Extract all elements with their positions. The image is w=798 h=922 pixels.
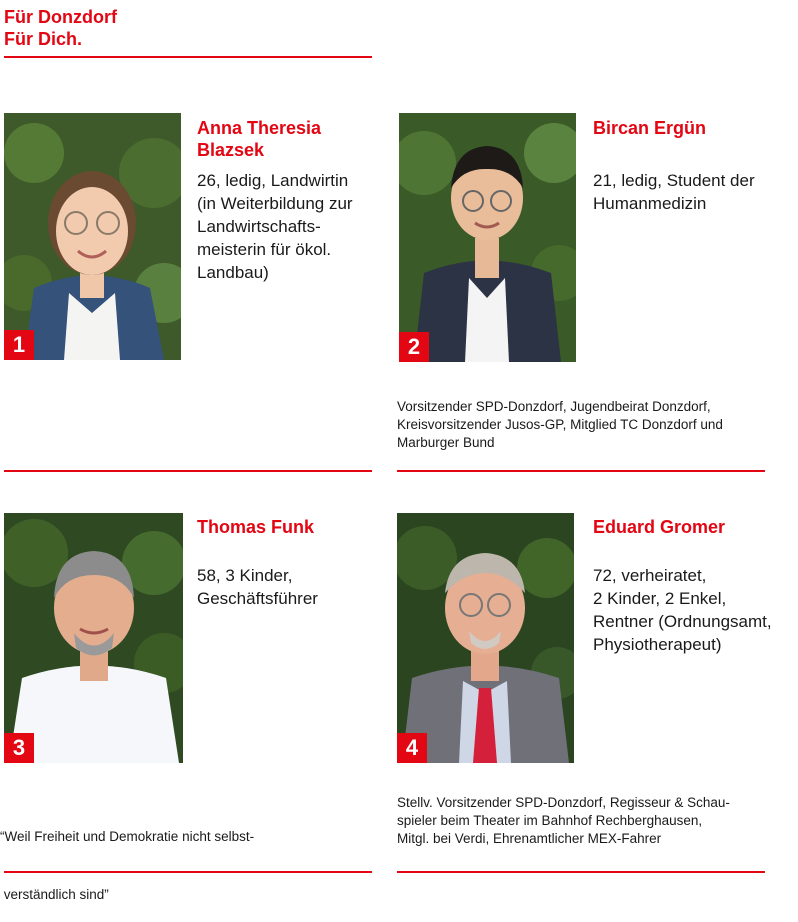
candidate-1-desc-line: Landwirtschafts- [197, 217, 321, 236]
candidate-3-quote-line: “Weil Freiheit und Demokratie nicht selbst- [0, 829, 255, 844]
candidate-2-note-line: Kreisvorsitzender Jusos-GP, Mitglied TC Donzdorf und [397, 417, 723, 432]
candidate-3-name: Thomas Funk [197, 517, 315, 537]
candidate-4-divider [397, 871, 765, 873]
candidate-1-number-badge: 1 [4, 330, 34, 360]
candidate-2-desc-line: Humanmedizin [593, 194, 707, 213]
candidate-4-note-line: spieler beim Theater im Bahnhof Rechberghausen, [397, 813, 703, 828]
candidate-1-photo [4, 113, 181, 360]
candidate-1-divider [4, 470, 372, 472]
candidate-4-number-badge: 4 [397, 733, 427, 763]
header [4, 6, 117, 50]
candidate-4-photo [397, 513, 574, 763]
candidate-4-note-line: Mitgl. bei Verdi, Ehrenamtlicher MEX-Fahrer [397, 831, 662, 846]
candidate-2-divider [397, 470, 765, 472]
candidate-3-desc-line: Geschäftsführer [197, 589, 318, 608]
candidate-2-note-line: Vorsitzender SPD-Donzdorf, Jugendbeirat Donzdorf, [397, 399, 711, 414]
candidate-3-number-badge: 3 [4, 733, 34, 763]
candidate-2-note-line: Marburger Bund [397, 435, 495, 450]
candidate-3-quote-line: verständlich sind” [0, 887, 109, 902]
candidate-1-desc-line: meisterin für ökol. [197, 240, 332, 259]
candidate-1-name-line-2: Blazsek [197, 140, 265, 160]
candidate-2-photo [399, 113, 576, 362]
candidate-4-desc-line: 72, verheiratet, [593, 566, 707, 585]
candidate-3-desc-line: 58, 3 Kinder, [197, 566, 293, 585]
candidate-3-photo [4, 513, 183, 763]
candidate-1-name [197, 117, 321, 161]
candidate-4-note-line: Stellv. Vorsitzender SPD-Donzdorf, Regisseur & Schau- [397, 795, 730, 810]
candidate-4-desc-line: Rentner (Ordnungsamt, [593, 612, 772, 631]
candidate-2-name: Bircan Ergün [593, 118, 707, 138]
header-line-2: Für Dich. [4, 29, 83, 49]
candidate-4-description [593, 564, 798, 656]
candidate-1-name-line-1: Anna Theresia [197, 118, 322, 138]
candidate-3-description [197, 564, 392, 610]
candidate-1-desc-line: Landbau) [197, 263, 269, 282]
candidate-4-desc-line: 2 Kinder, 2 Enkel, [593, 589, 727, 608]
candidate-4-note [397, 794, 797, 848]
candidate-3-divider [4, 871, 372, 873]
candidate-1-desc-line: 26, ledig, Landwirtin [197, 171, 349, 190]
candidate-3-quote [0, 792, 380, 922]
candidate-1-desc-line: (in Weiterbildung zur [197, 194, 353, 213]
candidate-1-description [197, 169, 392, 284]
candidate-4-name: Eduard Gromer [593, 517, 726, 537]
candidate-4-desc-line: Physiotherapeut) [593, 635, 722, 654]
candidate-2-number-badge: 2 [399, 332, 429, 362]
header-divider [4, 56, 372, 58]
candidate-2-note [397, 398, 797, 452]
candidate-2-description [593, 169, 793, 215]
candidate-2-desc-line: 21, ledig, Student der [593, 171, 755, 190]
header-line-1: Für Donzdorf [4, 7, 117, 27]
